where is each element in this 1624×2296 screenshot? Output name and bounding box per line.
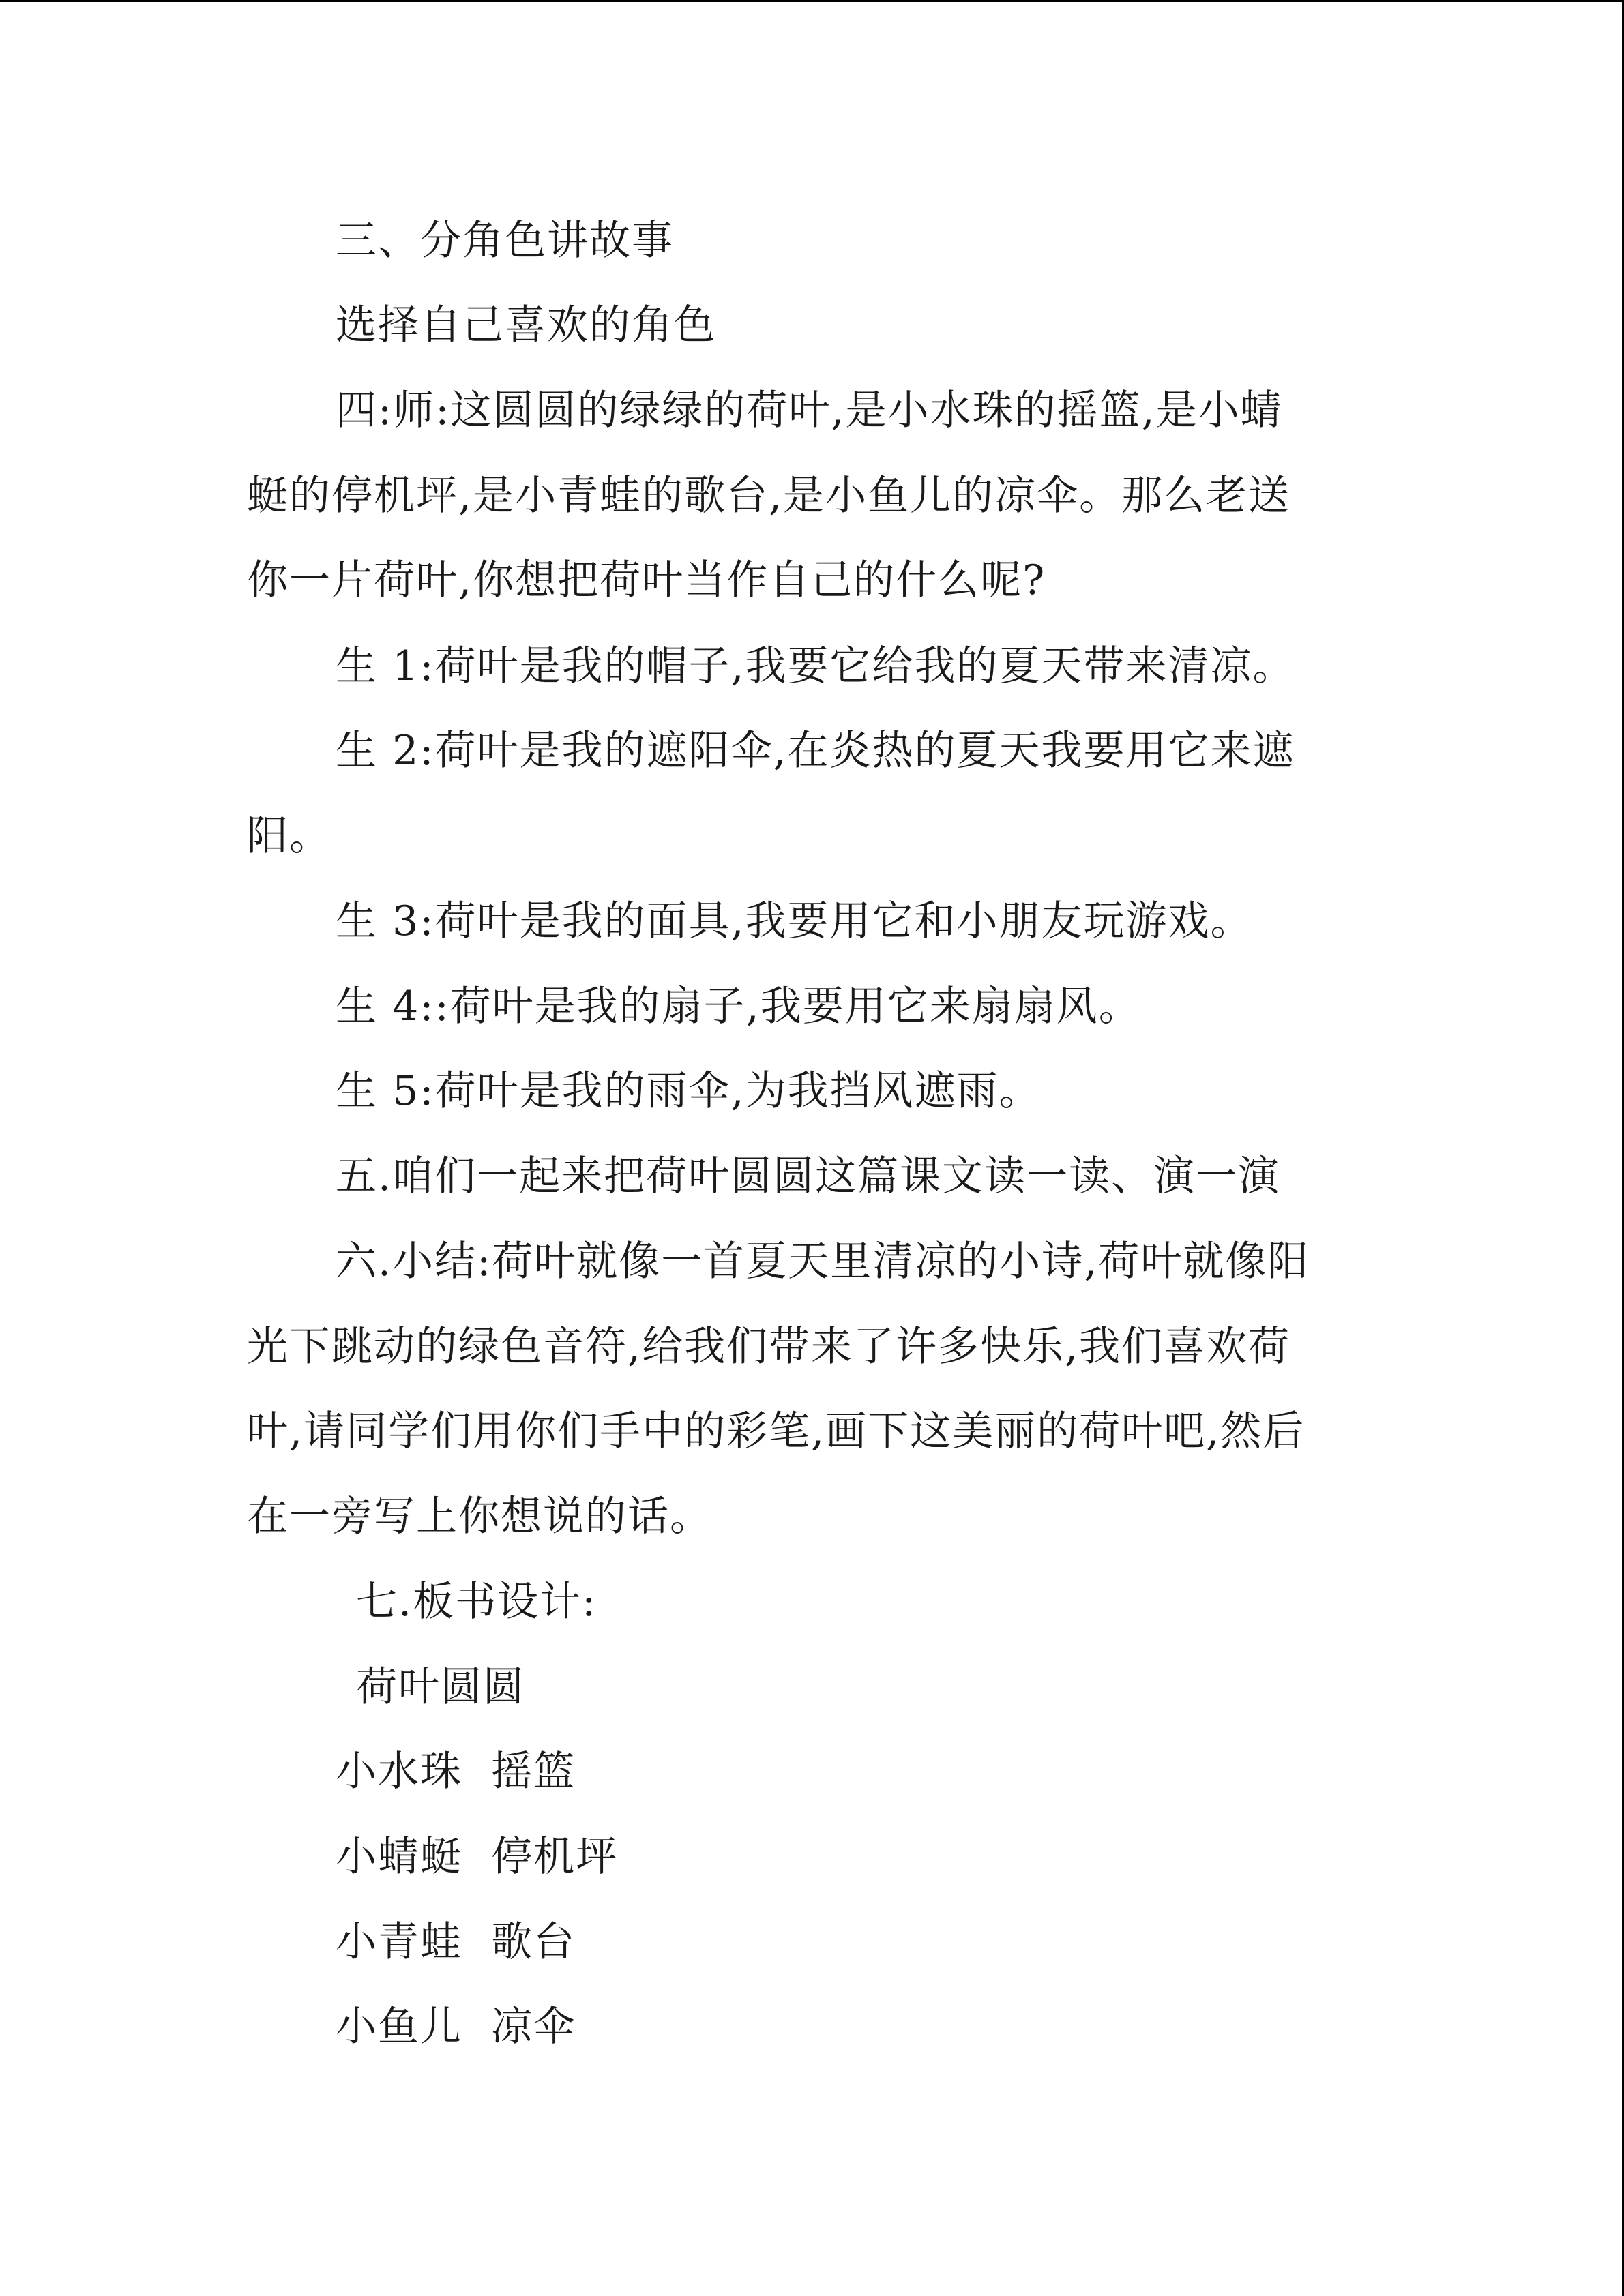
board-item: 小水珠 摇篮 bbox=[336, 1748, 576, 1795]
section-heading-3: 三、分角色讲故事 bbox=[336, 217, 674, 265]
paragraph-line: 生 1:荷叶是我的帽子,我要它给我的夏天带来清凉。 bbox=[336, 642, 1295, 690]
paragraph-line: 四:师:这圆圆的绿绿的荷叶,是小水珠的摇篮,是小蜻 bbox=[336, 387, 1283, 434]
section-heading-5: 五.咱们一起来把荷叶圆圆这篇课文读一读、演一演 bbox=[336, 1152, 1281, 1200]
paragraph-line: 蜓的停机坪,是小青蛙的歌台,是小鱼儿的凉伞。那么老送 bbox=[247, 472, 1291, 520]
section-heading-7: 七.板书设计: bbox=[356, 1578, 597, 1626]
paragraph-line: 阳。 bbox=[247, 812, 331, 860]
board-title: 荷叶圆圆 bbox=[356, 1663, 525, 1711]
board-item: 小青蛙 歌台 bbox=[336, 1918, 576, 1966]
paragraph-line: 生 2:荷叶是我的遮阳伞,在炎热的夏天我要用它来遮 bbox=[336, 727, 1295, 775]
board-item: 小蜻蜓 停机坪 bbox=[336, 1833, 619, 1881]
paragraph-line: 在一旁写上你想说的话。 bbox=[247, 1493, 712, 1540]
paragraph-line: 生 3:荷叶是我的面具,我要用它和小朋友玩游戏。 bbox=[336, 897, 1253, 945]
section-heading-6: 六.小结:荷叶就像一首夏天里清凉的小诗,荷叶就像阳 bbox=[336, 1238, 1310, 1285]
paragraph-line: 叶,请同学们用你们手中的彩笔,画下这美丽的荷叶吧,然后 bbox=[247, 1407, 1305, 1455]
paragraph-line: 光下跳动的绿色音符,给我们带来了许多快乐,我们喜欢荷 bbox=[247, 1323, 1291, 1371]
paragraph-line: 生 5:荷叶是我的雨伞,为我挡风遮雨。 bbox=[336, 1067, 1042, 1115]
page-border-top bbox=[0, 0, 1624, 2]
paragraph-line: 你一片荷叶,你想把荷叶当作自己的什么呢? bbox=[247, 556, 1046, 604]
board-item: 小鱼儿 凉伞 bbox=[336, 2003, 576, 2051]
paragraph-line: 生 4::荷叶是我的扇子,我要用它来扇扇风。 bbox=[336, 983, 1141, 1030]
paragraph-line: 选择自己喜欢的角色 bbox=[336, 301, 716, 349]
